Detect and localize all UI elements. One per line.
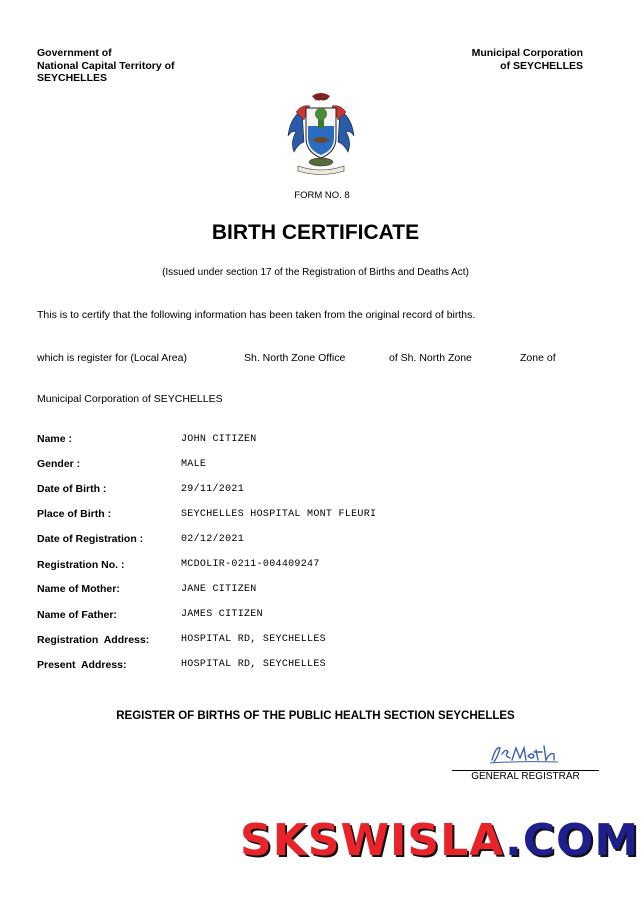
signatory-title: GENERAL REGISTRAR [471,771,580,782]
field-label-registration-no: Registration No. : [37,559,125,571]
field-label-place-of-birth: Place of Birth : [37,508,112,520]
header-left-line-3: SEYCHELLES [37,72,108,84]
field-label-gender: Gender : [37,458,81,470]
header-right-line-1: Municipal Corporation [471,47,583,59]
issuing-government [37,47,175,85]
certification-statement: This is to certify that the following information has been taken from the original record of births. [37,309,476,321]
field-label-date-of-birth: Date of Birth : [37,483,107,495]
watermark [240,815,639,866]
form-number: FORM NO. 8 [294,190,350,201]
field-value-present-address: HOSPITAL RD, SEYCHELLES [181,659,326,670]
field-label-name: Name : [37,433,73,445]
register-statement: REGISTER OF BIRTHS OF THE PUBLIC HEALTH SECTION SEYCHELLES [116,710,515,722]
watermark-part-1: SKSWISLA [240,815,505,866]
signature-icon [488,742,560,766]
field-value-registration-address: HOSPITAL RD, SEYCHELLES [181,634,326,645]
issuing-corporation [472,47,583,72]
local-area-of-zone: of Sh. North Zone [389,352,472,364]
watermark-part-2: .COM [504,815,640,866]
field-value-name-of-mother: JANE CITIZEN [181,584,257,595]
local-area-office: Sh. North Zone Office [244,352,346,364]
issued-under-text: (Issued under section 17 of the Registration of Births and Deaths Act) [162,267,469,278]
field-label-name-of-mother: Name of Mother: [37,583,120,595]
header-right-line-2: of SEYCHELLES [500,59,583,72]
local-area-zone-of: Zone of [520,352,556,364]
municipal-corporation-text: Municipal Corporation of SEYCHELLES [37,393,223,405]
field-label-date-of-registration: Date of Registration : [37,533,144,545]
field-label-registration-address: Registration Address: [37,634,150,646]
header-left-line-1: Government of [37,47,112,59]
document-title: BIRTH CERTIFICATE [211,221,420,244]
field-label-present-address: Present Address: [37,659,127,671]
coat-of-arms-icon [282,90,360,176]
local-area-prefix: which is register for (Local Area) [37,352,187,364]
field-value-registration-no: MCDOLIR-0211-004409247 [181,559,320,570]
field-value-date-of-registration: 02/12/2021 [181,534,245,545]
header-left-line-2: National Capital Territory of [37,59,175,72]
field-value-place-of-birth: SEYCHELLES HOSPITAL MONT FLEURI [181,509,377,520]
field-label-name-of-father: Name of Father: [37,609,117,621]
field-value-date-of-birth: 29/11/2021 [181,484,245,495]
field-value-gender: MALE [181,459,207,470]
field-value-name: JOHN CITIZEN [181,434,257,445]
field-value-name-of-father: JAMES CITIZEN [181,609,263,620]
